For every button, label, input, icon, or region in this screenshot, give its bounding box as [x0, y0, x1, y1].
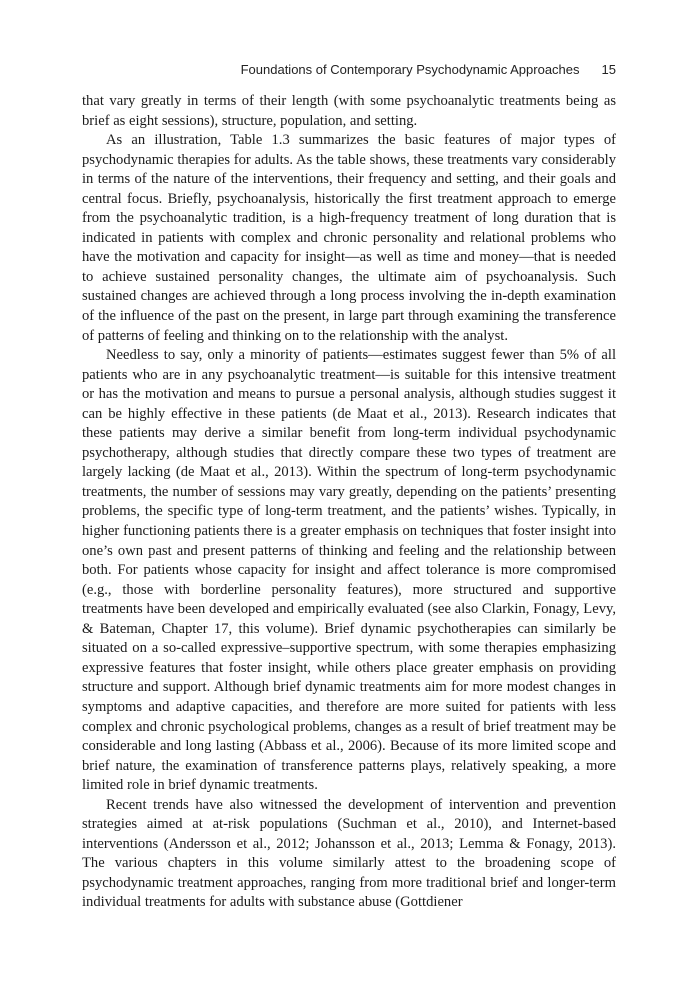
- paragraph: Needless to say, only a minority of patients—estimates suggest fewer than 5% of all patients who are in any psychoanalytic treatment—is suitable for this intensive treatment or has the motivation and means to pursue a personal analysis, although studies suggest it can be highly effective in these patients (de Maat et al., 2013). Research indicates that these patients may derive a similar benefit from long-term individual psychodynamic psychotherapy, although studies that directly compare these two types of treatment are largely lacking (de Maat et al., 2013). Within the spectrum of long-term psychodynamic treatments, the number of sessions may vary greatly, depending on the patients’ presenting problems, the specific type of long-term treatment, and the patients’ wishes. Typically, in higher functioning patients there is a greater emphasis on techniques that foster insight into one’s own past and present patterns of thinking and feeling and the relationship between both. For patients whose capacity for insight and affect tolerance is more compromised (e.g., those with borderline personality features), more structured and supportive treatments have been developed and empirically evaluated (see also Clarkin, Fonagy, Levy, & Bateman, Chapter 17, this volume). Brief dynamic psychotherapies can similarly be situated on a so-called expressive–supportive spectrum, with some therapies emphasizing expressive features that foster insight, while others place greater emphasis on providing structure and support. Although brief dynamic treatments aim for more modest changes in symptoms and adaptive capacities, and therefore are more suited for patients with less complex and chronic psychological problems, changes as a result of brief treatment may be considerable and long lasting (Abbass et al., 2006). Because of its more limited scope and brief nature, the examination of transference patterns plays, relatively speaking, a more limited role in brief dynamic treatments.: [82, 347, 616, 794]
- paragraph: Recent trends have also witnessed the development of intervention and prevention strategies aimed at at-risk populations (Suchman et al., 2010), and Internet-based interventions (Andersson et al., 2012; Johansson et al., 2013; Lemma & Fonagy, 2013). The various chapters in this volume similarly attest to the broadening scope of psychodynamic treatment approaches, ranging from more traditional brief and longer-term individual treatments for adults with substance abuse (Gottdiener: [82, 796, 616, 911]
- body-text: [82, 92, 616, 913]
- paragraph: that vary greatly in terms of their length (with some psychoanalytic treatments being as brief as eight sessions), structure, population, and setting.: [82, 93, 616, 129]
- running-head-title: Foundations of Contemporary Psychodynamic Approaches: [240, 62, 580, 77]
- paragraph: As an illustration, Table 1.3 summarizes the basic features of major types of psychodynamic therapies for adults. As the table shows, these treatments vary considerably in terms of the nature of the interventions, their frequency and setting, and their goals and central focus. Briefly, psychoanalysis, historically the first treatment approach to emerge from the psychoanalytic tradition, is a high-frequency treatment of long duration that is indicated in patients with complex and chronic personality and relational problems who have the motivation and capacity for insight—as well as time and money—that is needed to achieve sustained personality changes, the ultimate aim of psychoanalysis. Such sustained changes are achieved through a long process involving the in-depth examination of the influence of the past on the present, in large part through examining the transference of patterns of feeling and thinking on to the relationship with the analyst.: [82, 132, 616, 344]
- running-head: [82, 62, 616, 77]
- page-number: 15: [601, 62, 616, 77]
